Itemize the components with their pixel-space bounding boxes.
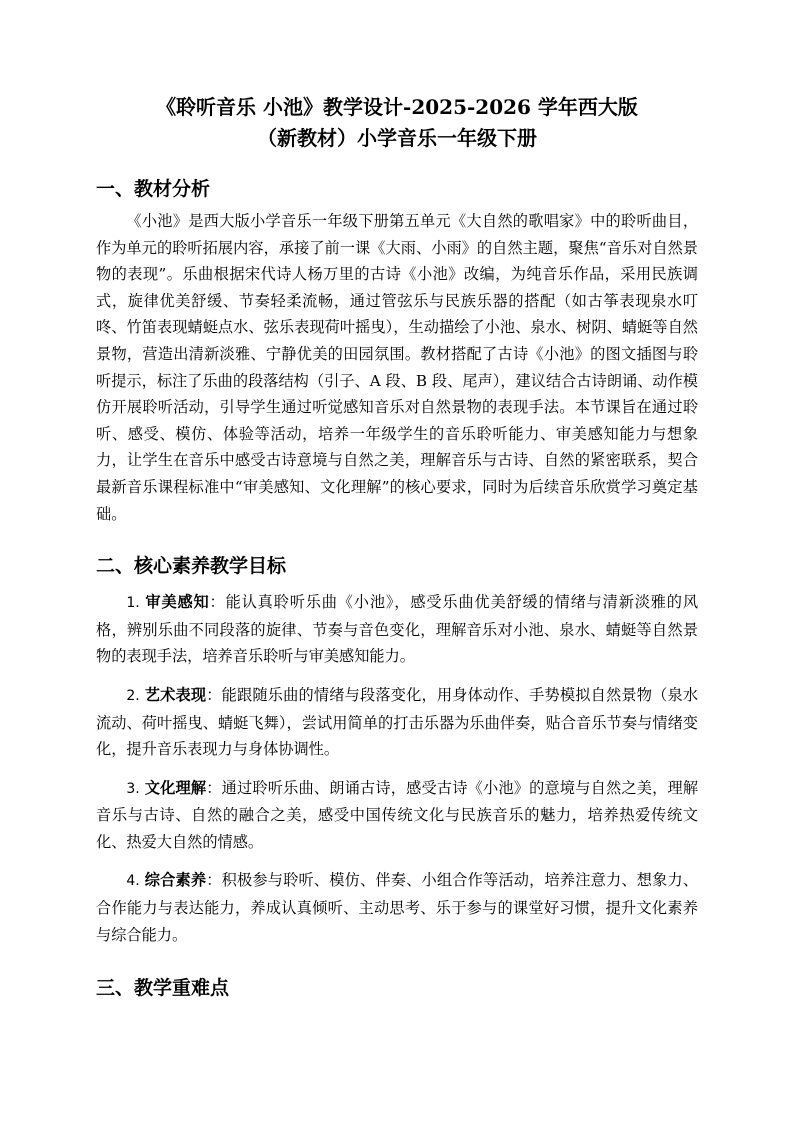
goal-item-cultural: [96, 775, 698, 856]
title-line-1: 《聆听音乐 小池》教学设计-2025-2026 学年西大版: [156, 95, 638, 119]
goal-term: 审美感知: [145, 593, 210, 612]
analysis-paragraph: 《小池》是西大版小学音乐一年级下册第五单元《大自然的歌唱家》中的聆听曲目，作为单元的聆听拓展内容，承接了前一课《大雨、小雨》的自然主题，聚焦“音乐对自然景物的表现”。乐曲根据宋代诗人杨万里的古诗《小池》改编，为纯音乐作品，采用民族调式，旋律优美舒缓、节奏轻柔流畅，通过管弦乐与民族乐器的搭配（如古筝表现泉水叮咚、竹笛表现蜻蜓点水、弦乐表现荷叶摇曳），生动描绘了小池、泉水、树阴、蜻蜓等自然景物，营造出清新淡雅、宁静优美的田园氛围。教材搭配了古诗《小池》的图文插图与聆听提示，标注了乐曲的段落结构（引子、A 段、B 段、尾声），建议结合古诗朗诵、动作模仿开展聆听活动，引导学生通过听觉感知音乐对自然景物的表现手法。本节课旨在通过聆听、感受、模仿、体验等活动，培养一年级学生的音乐聆听能力、审美感知能力与想象力，让学生在音乐中感受古诗意境与自然之美，理解音乐与古诗、自然的紧密联系，契合最新音乐课程标准中“审美感知、文化理解”的核心要求，同时为后续音乐欣赏学习奠定基础。: [96, 212, 698, 523]
goal-term: 艺术表现: [144, 685, 207, 704]
goals-list: [96, 589, 698, 948]
section-heading-goals: 二、核心素养教学目标: [96, 555, 287, 578]
goal-text: ：能跟随乐曲的情绪与段落变化，用身体动作、手势模拟自然景物（泉水流动、荷叶摇曳、蜻蜓飞舞），尝试用简单的打击乐器为乐曲伴奏，贴合音乐节奏与情绪变化，提升音乐表现力与身体协调性。: [96, 685, 699, 759]
document-title: [96, 92, 698, 154]
goal-item-comprehensive: [96, 867, 698, 948]
goal-number: 3.: [126, 780, 140, 797]
section-heading-analysis: 一、教材分析: [96, 178, 211, 200]
goal-term: 文化理解: [144, 778, 207, 797]
goal-text: ：通过聆听乐曲、朗诵古诗，感受古诗《小池》的意境与自然之美，理解音乐与古诗、自然的融合之美，感受中国传统文化与民族音乐的魅力，培养热爱传统文化、热爱大自然的情感。: [96, 778, 699, 851]
title-line-2: （新教材）小学音乐一年级下册: [257, 126, 537, 150]
goal-text: ：积极参与聆听、模仿、伴奏、小组合作等活动，培养注意力、想象力、合作能力与表达能力，养成认真倾听、主动思考、乐于参与的课堂好习惯，提升文化素养与综合能力。: [96, 871, 699, 944]
goal-item-art-expression: [96, 682, 698, 763]
goal-number: 1.: [126, 595, 140, 612]
section-heading-key-points: 三、教学重难点: [96, 977, 230, 1000]
goal-term: 综合素养: [144, 871, 207, 890]
goal-text: ：能认真聆听乐曲《小池》，感受乐曲优美舒缓的情绪与清新淡雅的风格，辨别乐曲不同段落的旋律、节奏与音色变化，理解音乐对小池、泉水、蜻蜓等自然景物的表现手法，培养音乐聆听与审美感知能力。: [96, 593, 699, 666]
goal-number: 2.: [126, 687, 140, 704]
goal-number: 4.: [126, 873, 140, 890]
goal-item-aesthetic: [96, 589, 698, 670]
